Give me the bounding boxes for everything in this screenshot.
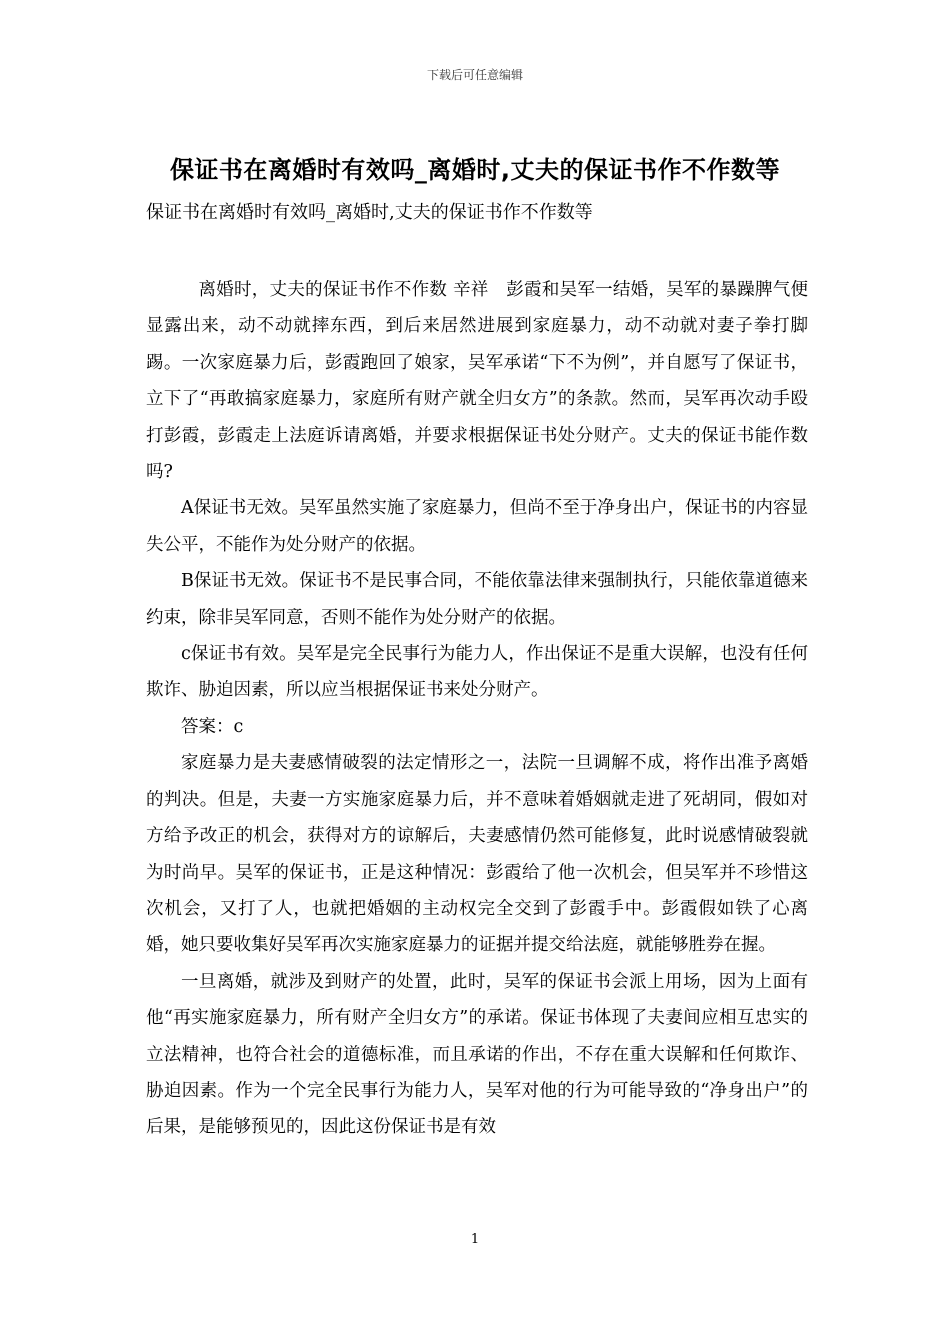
document-title: 保证书在离婚时有效吗_离婚时,丈夫的保证书作不作数等 — [169, 156, 781, 184]
page-number: 1 — [470, 1232, 480, 1247]
paragraph-analysis-2: 一旦离婚，就涉及到财产的处置，此时，吴军的保证书会派上用场，因为上面有他“再实施家庭暴力，所有财产全归女方”的承诺。保证书体现了夫妻间应相互忠实的立法精神，也符合社会的道德标准，而且承诺的作出，不存在重大误解和任何欺诈、胁迫因素。作为一个完全民事行为能力人，吴军对他的行为可能导致的“净身出户”的后果，是能够预见的，因此这份保证书是有效 — [146, 971, 808, 1138]
paragraph-option-a: A保证书无效。吴军虽然实施了家庭暴力，但尚不至于净身出户，保证书的内容显失公平，不能作为处分财产的依据。 — [146, 498, 808, 555]
header-note: 下载后可任意编辑 — [426, 68, 523, 82]
paragraph-analysis-1: 家庭暴力是夫妻感情破裂的法定情形之一，法院一旦调解不成，将作出准予离婚的判决。但是，夫妻一方实施家庭暴力后，并不意味着婚姻就走进了死胡同，假如对方给予改正的机会，获得对方的谅解后，夫妻感情仍然可能修复，此时说感情破裂就为时尚早。吴军的保证书，正是这种情况：彭霞给了他一次机会，但吴军并不珍惜这次机会，又打了人，也就把婚姻的主动权完全交到了彭霞手中。彭霞假如铁了心离婚，她只要收集好吴军再次实施家庭暴力的证据并提交给法庭，就能够胜券在握。 — [146, 753, 808, 956]
paragraph-option-b: B保证书无效。保证书不是民事合同，不能依靠法律来强制执行，只能依靠道德来约束，除非吴军同意，否则不能作为处分财产的依据。 — [146, 571, 808, 628]
document-subtitle: 保证书在离婚时有效吗_离婚时,丈夫的保证书作不作数等 — [146, 202, 593, 223]
paragraph-intro: 离婚时，丈夫的保证书作不作数 辛祥 彭霞和吴军一结婚，吴军的暴躁脾气便显露出来，动不动就摔东西，到后来居然进展到家庭暴力，动不动就对妻子拳打脚踢。一次家庭暴力后，彭霞跑回了娘家，吴军承诺“下不为例”，并自愿写了保证书，立下了“再敢搞家庭暴力，家庭所有财产就全归女方”的条款。然而，吴军再次动手殴打彭霞，彭霞走上法庭诉请离婚，并要求根据保证书处分财产。丈夫的保证书能作数吗? — [146, 280, 808, 483]
paragraph-option-c: c保证书有效。吴军是完全民事行为能力人，作出保证不是重大误解，也没有任何欺诈、胁迫因素，所以应当根据保证书来处分财产。 — [146, 644, 808, 701]
paragraph-answer: 答案：c — [181, 716, 244, 737]
document-body — [146, 272, 808, 1146]
